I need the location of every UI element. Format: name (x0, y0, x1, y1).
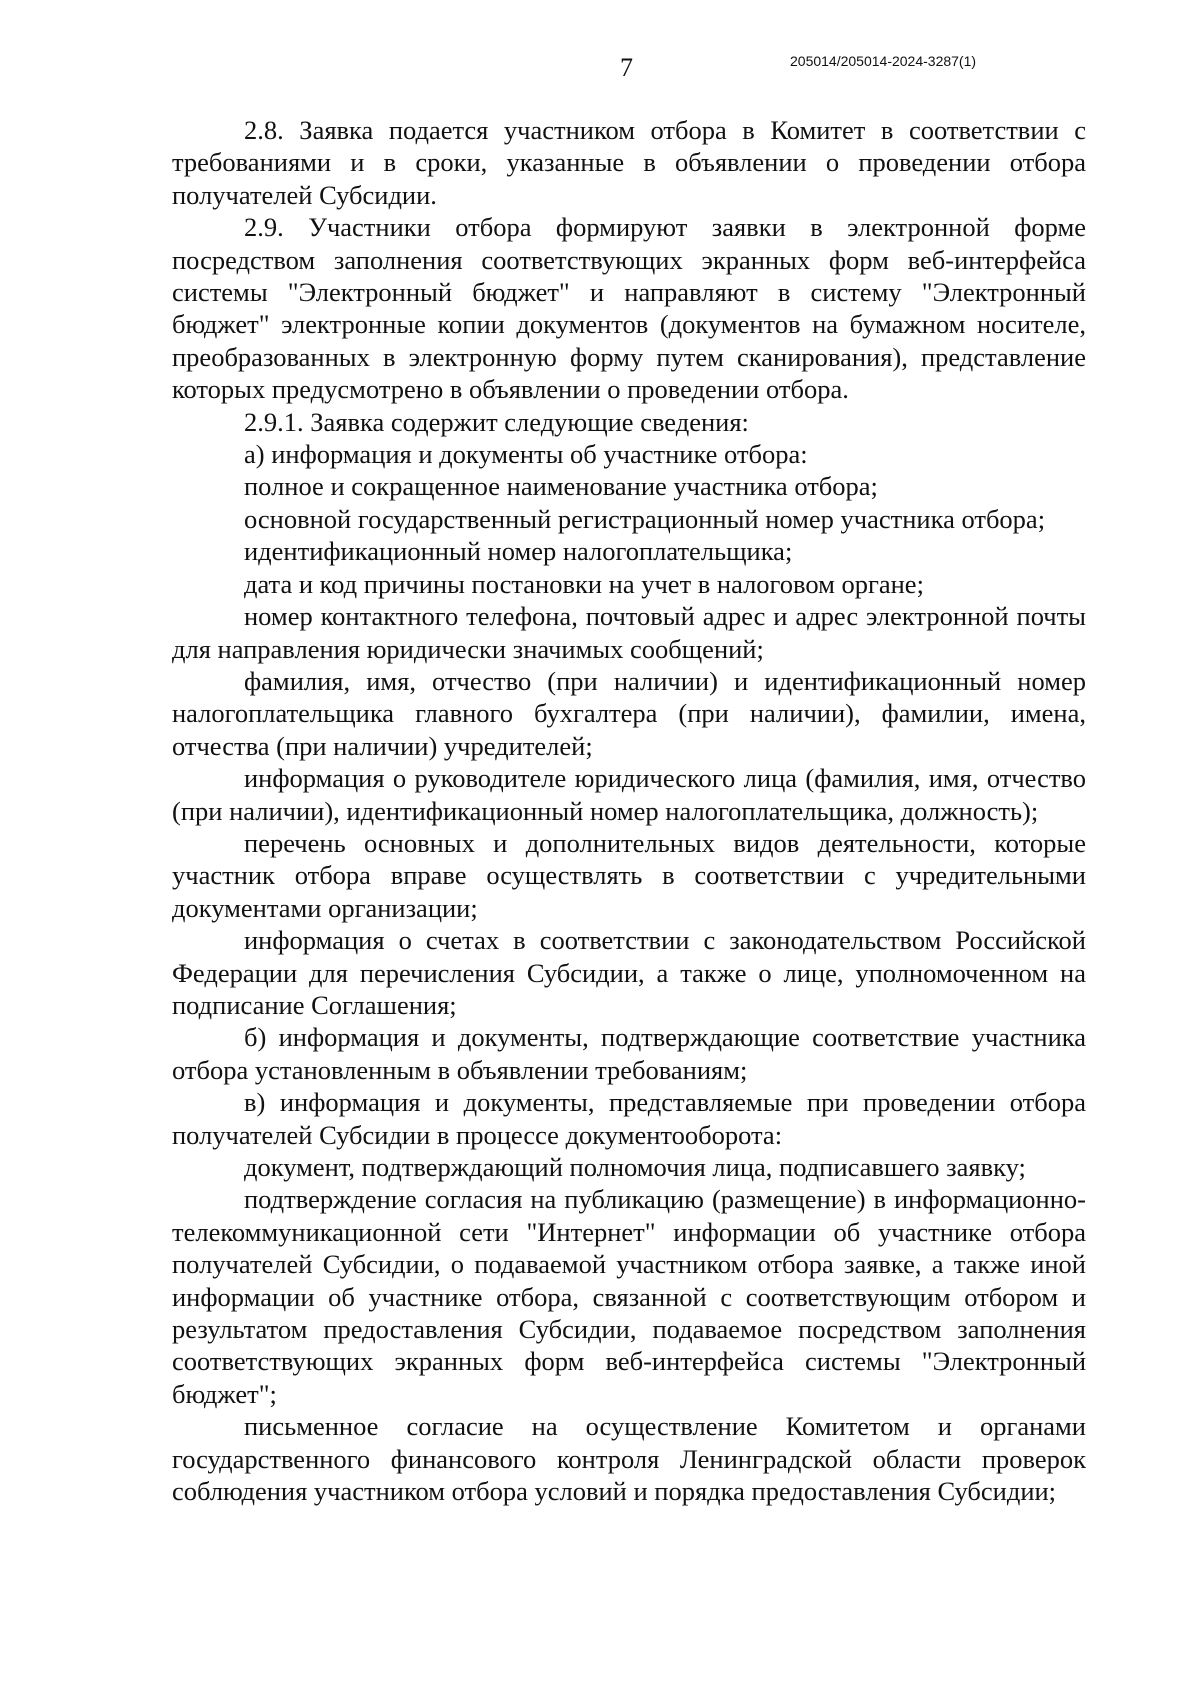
list-item-authority: документ, подтверждающий полномочия лица, подписавшего заявку; (244, 1152, 1026, 1182)
list-item-name: полное и сокращенное наименование участника отбора; (244, 471, 878, 502)
list-item-kpp: дата и код причины постановки на учет в налоговом органе; (244, 568, 924, 599)
list-item-publication-consent: подтверждение согласия на публикацию (размещение) в информационно-телекоммуникационной сети "Интернет" информации об участнике отбора получателей Субсидии, о подаваемой участником отбора заявке, а также иной информации об участнике отбора, связанной с соответствующим отбором и результатом предоставления Субсидии, подаваемое посредством заполнения соответствующих экранных форм веб-интерфейса системы "Электронный бюджет"; (172, 1184, 1086, 1409)
page-number: 7 (620, 53, 633, 82)
list-item-activities: перечень основных и дополнительных видов деятельности, которые участник отбора вправе осуществлять в соответствии с учредительными документами организации; (172, 827, 1086, 923)
list-item-inn: идентификационный номер налогоплательщика; (244, 536, 793, 567)
list-item-accountant: фамилия, имя, отчество (при наличии) и идентификационный номер налогоплательщика главного бухгалтера (при наличии), фамилии, имена, отчества (при наличии) учредителей; (172, 665, 1086, 761)
list-item-director: информация о руководителе юридического лица (фамилия, имя, отчество (при наличии), идентификационный номер налогоплательщика, должность); (172, 763, 1086, 826)
list-item-b: б) информация и документы, подтверждающие соответствие участника отбора установленным в объявлении требованиям; (172, 1022, 1086, 1085)
document-id: 205014/205014-2024-3287(1) (790, 53, 977, 69)
document-body (172, 114, 1086, 1507)
list-item-contacts: номер контактного телефона, почтовый адрес и адрес электронной почты для направления юридически значимых сообщений; (172, 601, 1086, 664)
paragraph-2-8: 2.8. Заявка подается участником отбора в Комитет в соответствии с требованиями и в сроки, указанные в объявлении о проведении отбора получателей Субсидии. (172, 115, 1086, 210)
list-item-audit-consent: письменное согласие на осуществление Комитетом и органами государственного финансового контроля Ленинградской области проверок соблюдения участником отбора условий и порядка предоставления Субсидии; (172, 1411, 1086, 1507)
list-item-ogrn: основной государственный регистрационный номер участника отбора; (244, 503, 1046, 534)
list-item-accounts: информация о счетах в соответствии с законодательством Российской Федерации для перечисления Субсидии, а также о лице, уполномоченном на подписание Соглашения; (172, 925, 1086, 1020)
paragraph-2-9-1: 2.9.1. Заявка содержит следующие сведения: (244, 406, 749, 437)
list-item-v: в) информация и документы, представляемые при проведении отбора получателей Субсидии в процессе документооборота: (172, 1087, 1086, 1150)
list-item-a: а) информация и документы об участнике отбора: (244, 439, 808, 470)
paragraph-2-9: 2.9. Участники отбора формируют заявки в электронной форме посредством заполнения соответствующих экранных форм веб-интерфейса системы "Электронный бюджет" и направляют в систему "Электронный бюджет" электронные копии документов (документов на бумажном носителе, преобразованных в электронную форму путем сканирования), представление которых предусмотрено в объявлении о проведении отбора. (172, 212, 1086, 405)
